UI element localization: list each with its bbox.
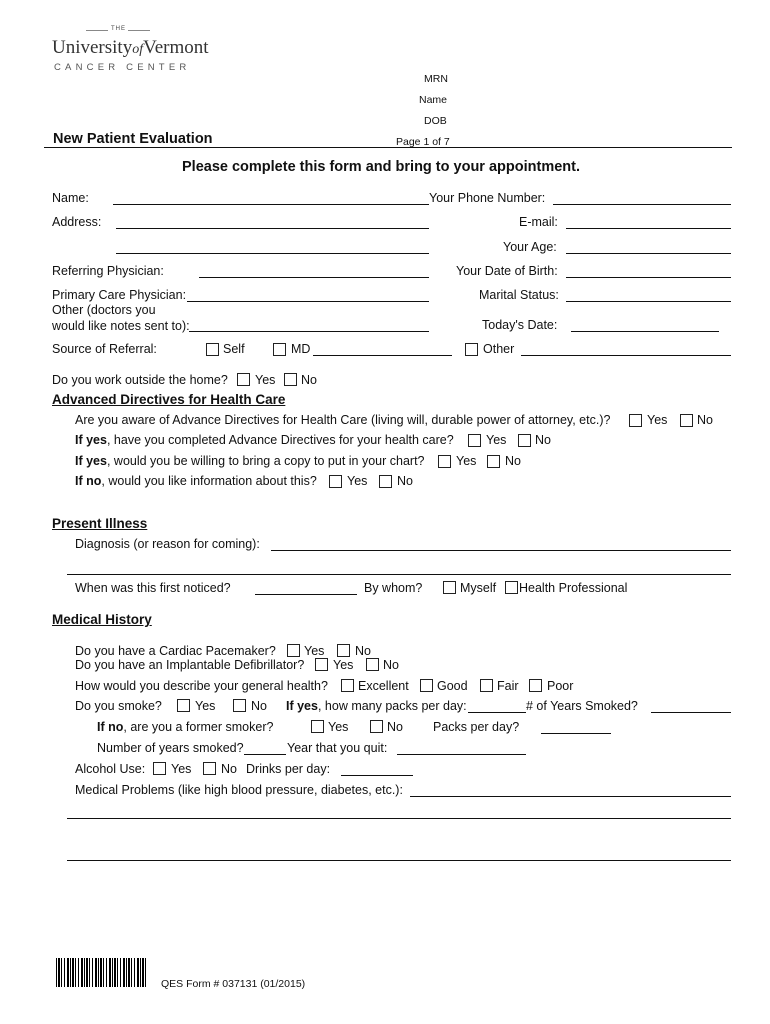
dob-label: DOB xyxy=(424,115,447,127)
other-field[interactable] xyxy=(521,355,731,356)
marital-field[interactable] xyxy=(566,301,731,302)
today-field[interactable] xyxy=(571,331,719,332)
packs-per-day-question: If yes, how many packs per day: xyxy=(286,699,467,713)
drinks-field[interactable] xyxy=(341,775,413,776)
packs-per-day-field[interactable] xyxy=(468,712,526,713)
packs-day-former-label: Packs per day? xyxy=(433,720,520,734)
advance-directives-heading: Advanced Directives for Health Care xyxy=(52,392,286,407)
defibrillator-question: Do you have an Implantable Defibrillator? xyxy=(75,658,305,672)
phone-label: Your Phone Number: xyxy=(429,191,546,205)
age-label: Your Age: xyxy=(503,240,557,254)
smoke-yes-label: Yes xyxy=(195,699,216,713)
year-quit-field[interactable] xyxy=(397,754,526,755)
advance-q2-yes-label: Yes xyxy=(486,433,507,447)
problems-field-1[interactable] xyxy=(410,796,731,797)
page-number: Page 1 of 7 xyxy=(396,136,450,148)
advance-q1-yes-label: Yes xyxy=(647,413,668,427)
pacemaker-no-checkbox[interactable] xyxy=(337,644,350,657)
address-field-1[interactable] xyxy=(116,228,429,229)
health-poor-label: Poor xyxy=(547,679,574,693)
pcp-label: Primary Care Physician: xyxy=(52,288,187,302)
health-poor-checkbox[interactable] xyxy=(529,679,542,692)
by-whom-label: By whom? xyxy=(364,581,423,595)
form-title: New Patient Evaluation xyxy=(53,131,213,147)
defibrillator-yes-checkbox[interactable] xyxy=(315,658,328,671)
pacemaker-yes-label: Yes xyxy=(304,644,325,658)
advance-q4: If no, would you like information about this? xyxy=(75,474,317,488)
former-no-checkbox[interactable] xyxy=(370,720,383,733)
md-field[interactable] xyxy=(313,355,452,356)
advance-q2-yes-checkbox[interactable] xyxy=(468,434,481,447)
alcohol-label: Alcohol Use: xyxy=(75,762,146,776)
smoke-question: Do you smoke? xyxy=(75,699,162,713)
work-no-label: No xyxy=(301,373,317,387)
smoke-no-checkbox[interactable] xyxy=(233,699,246,712)
medical-history-heading: Medical History xyxy=(52,612,152,627)
work-no-checkbox[interactable] xyxy=(284,373,297,386)
former-yes-checkbox[interactable] xyxy=(311,720,324,733)
other-label: Other xyxy=(483,342,515,356)
form-number: QES Form # 037131 (01/2015) xyxy=(161,978,306,990)
packs-day-former-field[interactable] xyxy=(541,733,611,734)
name-label: Name: xyxy=(52,191,89,205)
other-doctors-label: Other (doctors you xyxy=(52,303,156,317)
work-yes-checkbox[interactable] xyxy=(237,373,250,386)
source-label: Source of Referral: xyxy=(52,342,157,356)
md-checkbox[interactable] xyxy=(273,343,286,356)
myself-checkbox[interactable] xyxy=(443,581,456,594)
self-checkbox[interactable] xyxy=(206,343,219,356)
alcohol-no-label: No xyxy=(221,762,237,776)
problems-field-3[interactable] xyxy=(67,860,731,861)
email-label: E-mail: xyxy=(519,215,558,229)
logo-rule-right xyxy=(128,30,150,31)
notes-sent-label: would like notes sent to): xyxy=(52,319,190,333)
former-no-label: No xyxy=(387,720,403,734)
years-smoked-field[interactable] xyxy=(651,712,731,713)
advance-q1-no-label: No xyxy=(697,413,713,427)
alcohol-yes-checkbox[interactable] xyxy=(153,762,166,775)
health-excellent-label: Excellent xyxy=(358,679,409,693)
address-label: Address: xyxy=(52,215,102,229)
advance-q3-yes-label: Yes xyxy=(456,454,477,468)
former-smoker-question: If no, are you a former smoker? xyxy=(97,720,274,734)
referring-field[interactable] xyxy=(199,277,429,278)
md-label: MD xyxy=(291,342,311,356)
smoke-yes-checkbox[interactable] xyxy=(177,699,190,712)
health-excellent-checkbox[interactable] xyxy=(341,679,354,692)
health-question: How would you describe your general health? xyxy=(75,679,328,693)
num-years-label: Number of years smoked? xyxy=(97,741,244,755)
noticed-label: When was this first noticed? xyxy=(75,581,231,595)
smoke-no-label: No xyxy=(251,699,267,713)
age-field[interactable] xyxy=(566,253,731,254)
myself-label: Myself xyxy=(460,581,497,595)
marital-label: Marital Status: xyxy=(479,288,559,302)
logo-cancer-center: CANCER CENTER xyxy=(54,62,191,73)
other-doctors-field[interactable] xyxy=(189,331,429,332)
num-years-field[interactable] xyxy=(244,754,286,755)
health-fair-checkbox[interactable] xyxy=(480,679,493,692)
diagnosis-label: Diagnosis (or reason for coming): xyxy=(75,537,260,551)
advance-q1: Are you aware of Advance Directives for Health Care (living will, durable power of attorney, etc.)? xyxy=(75,413,611,427)
dob-field-label: Your Date of Birth: xyxy=(456,264,558,278)
advance-q4-no-label: No xyxy=(397,474,413,488)
referring-label: Referring Physician: xyxy=(52,264,164,278)
work-question: Do you work outside the home? xyxy=(52,373,228,387)
email-field[interactable] xyxy=(566,228,731,229)
mrn-label: MRN xyxy=(424,73,448,85)
logo-wordmark: UniversityofVermont xyxy=(52,37,209,58)
former-yes-label: Yes xyxy=(328,720,349,734)
instructions: Please complete this form and bring to your appointment. xyxy=(182,159,580,175)
barcode xyxy=(56,958,148,987)
header-rule xyxy=(44,147,732,148)
problems-label: Medical Problems (like high blood pressure, diabetes, etc.): xyxy=(75,783,403,797)
dob-field[interactable] xyxy=(566,277,731,278)
advance-q4-yes-label: Yes xyxy=(347,474,368,488)
name-field[interactable] xyxy=(113,204,429,205)
health-good-label: Good xyxy=(437,679,468,693)
advance-q3: If yes, would you be willing to bring a copy to put in your chart? xyxy=(75,454,425,468)
diagnosis-field[interactable] xyxy=(271,550,731,551)
logo-rule-left xyxy=(86,30,108,31)
pacemaker-no-label: No xyxy=(355,644,371,658)
professional-checkbox[interactable] xyxy=(505,581,518,594)
pacemaker-yes-checkbox[interactable] xyxy=(287,644,300,657)
alcohol-no-checkbox[interactable] xyxy=(203,762,216,775)
problems-field-2[interactable] xyxy=(67,818,731,819)
advance-q3-no-label: No xyxy=(505,454,521,468)
professional-label: Health Professional xyxy=(519,581,628,595)
defibrillator-no-checkbox[interactable] xyxy=(366,658,379,671)
pacemaker-question: Do you have a Cardiac Pacemaker? xyxy=(75,644,276,658)
logo-the: THE xyxy=(111,26,126,32)
advance-q1-yes-checkbox[interactable] xyxy=(629,414,642,427)
advance-q2-no-label: No xyxy=(535,433,551,447)
alcohol-yes-label: Yes xyxy=(171,762,192,776)
self-label: Self xyxy=(223,342,245,356)
work-yes-label: Yes xyxy=(255,373,276,387)
present-illness-heading: Present Illness xyxy=(52,516,148,531)
advance-q4-no-checkbox[interactable] xyxy=(379,475,392,488)
pcp-field[interactable] xyxy=(187,301,429,302)
years-smoked-label: # of Years Smoked? xyxy=(526,699,638,713)
address-field-2[interactable] xyxy=(116,253,429,254)
patient-name-label: Name xyxy=(419,94,448,106)
health-good-checkbox[interactable] xyxy=(420,679,433,692)
other-checkbox[interactable] xyxy=(465,343,478,356)
year-quit-label: Year that you quit: xyxy=(287,741,388,755)
advance-q2: If yes, have you completed Advance Directives for your health care? xyxy=(75,433,454,447)
diagnosis-field-2[interactable] xyxy=(67,574,731,575)
health-fair-label: Fair xyxy=(497,679,519,693)
today-label: Today's Date: xyxy=(482,318,558,332)
advance-q2-no-checkbox[interactable] xyxy=(518,434,531,447)
noticed-field[interactable] xyxy=(255,594,357,595)
advance-q4-yes-checkbox[interactable] xyxy=(329,475,342,488)
advance-q3-yes-checkbox[interactable] xyxy=(438,455,451,468)
phone-field[interactable] xyxy=(553,204,731,205)
advance-q3-no-checkbox[interactable] xyxy=(487,455,500,468)
advance-q1-no-checkbox[interactable] xyxy=(680,414,693,427)
drinks-label: Drinks per day: xyxy=(246,762,331,776)
defibrillator-yes-label: Yes xyxy=(333,658,354,672)
defibrillator-no-label: No xyxy=(383,658,399,672)
